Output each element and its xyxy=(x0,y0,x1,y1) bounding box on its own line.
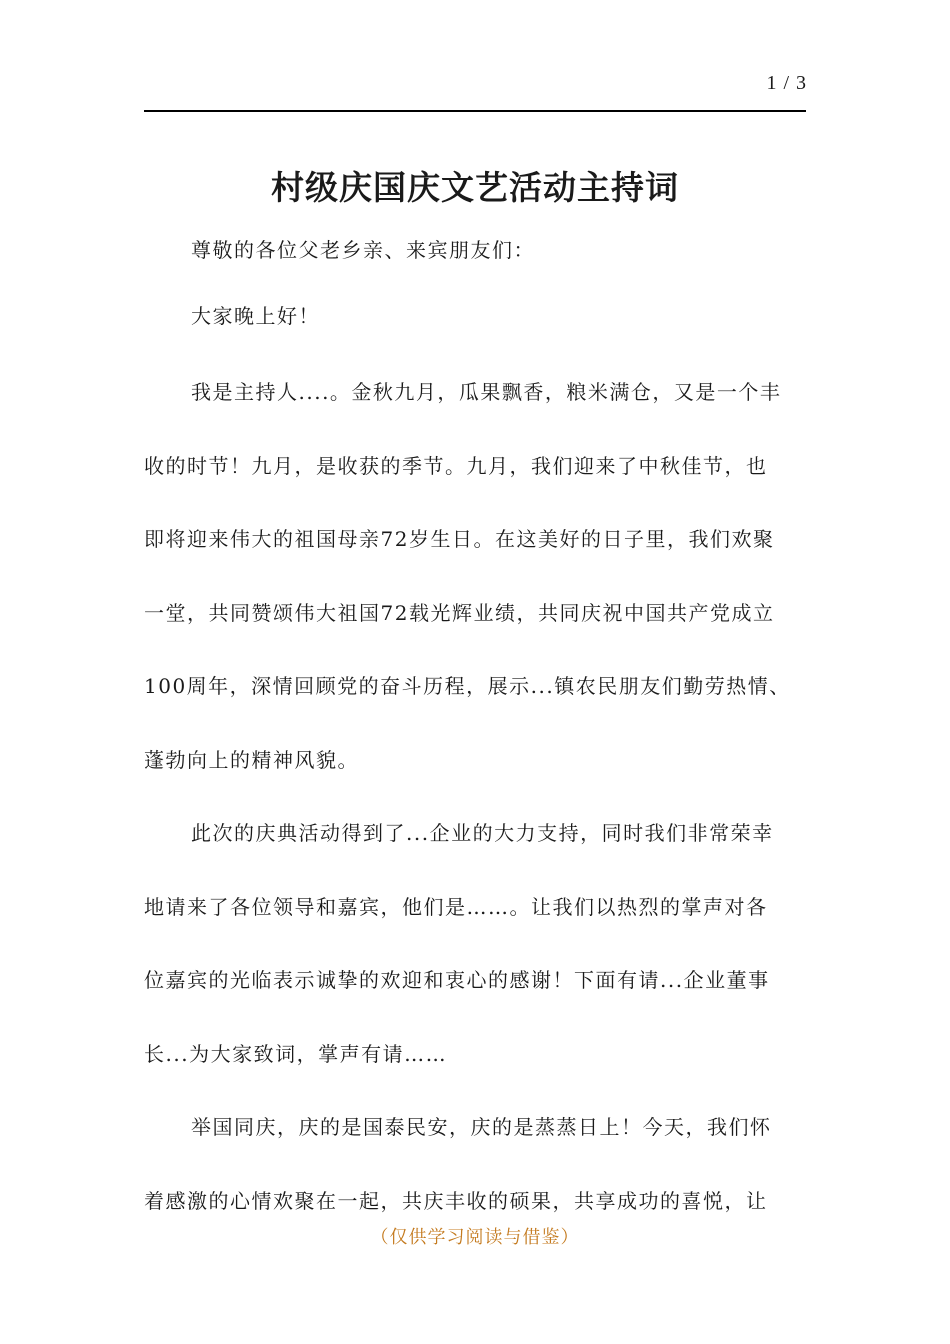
paragraph-2 xyxy=(144,797,806,1091)
text-line: 100周年，深情回顾党的奋斗历程，展示...镇农民朋友们勤劳热情、 xyxy=(144,674,791,698)
greeting: 大家晚上好！ xyxy=(191,304,320,328)
text-line: 即将迎来伟大的祖国母亲72岁生日。在这美好的日子里，我们欢聚 xyxy=(144,527,775,551)
paragraph-1 xyxy=(144,356,806,797)
document-title: 村级庆国庆文艺活动主持词 xyxy=(271,168,679,207)
salutation: 尊敬的各位父老乡亲、来宾朋友们： xyxy=(191,238,535,262)
page-number: 1 / 3 xyxy=(766,72,807,94)
text-line: 收的时节！九月，是收获的季节。九月，我们迎来了中秋佳节，也 xyxy=(144,453,768,478)
text-line: 此次的庆典活动得到了...企业的大力支持，同时我们非常荣幸 xyxy=(191,821,774,845)
footer-note: （仅供学习阅读与借鉴） xyxy=(370,1227,580,1248)
text-line: 举国同庆，庆的是国泰民安，庆的是蒸蒸日上！今天，我们怀 xyxy=(191,1115,772,1139)
text-line: 蓬勃向上的精神风貌。 xyxy=(144,747,359,772)
text-line: 我是主持人....。金秋九月，瓜果飘香，粮米满仓，又是一个丰 xyxy=(191,380,782,404)
paragraph-3 xyxy=(144,1091,806,1238)
text-line: 地请来了各位领导和嘉宾，他们是……。让我们以热烈的掌声对各 xyxy=(144,894,768,919)
text-line: 着感激的心情欢聚在一起，共庆丰收的硕果，共享成功的喜悦，让 xyxy=(144,1188,768,1213)
text-line: 一堂，共同赞颂伟大祖国72载光辉业绩，共同庆祝中国共产党成立 xyxy=(144,600,775,625)
document-body xyxy=(144,232,806,1238)
text-line: 位嘉宾的光临表示诚挚的欢迎和衷心的感谢！下面有请...企业董事 xyxy=(144,968,770,992)
header-rule xyxy=(144,110,806,112)
text-line: 长...为大家致词，掌声有请…… xyxy=(144,1041,448,1066)
